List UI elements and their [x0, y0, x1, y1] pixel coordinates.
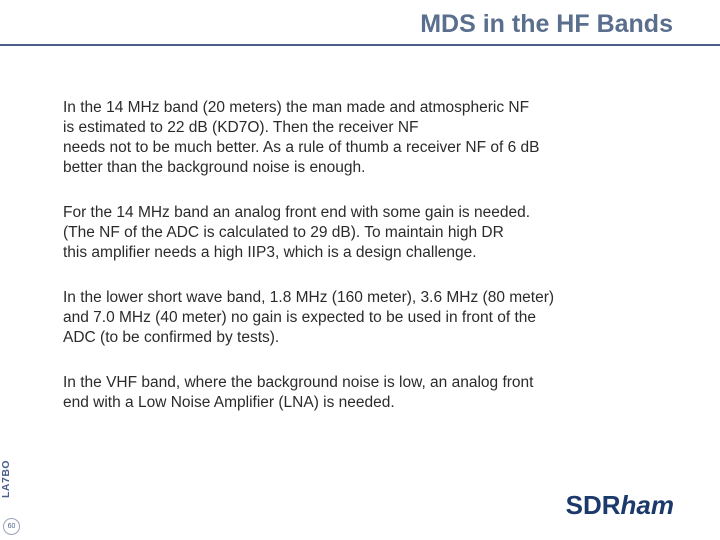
paragraph-lower-bands — [63, 288, 683, 348]
paragraph-line: this amplifier needs a high IIP3, which is a design challenge. — [63, 244, 477, 261]
paragraph-line: and 7.0 MHz (40 meter) no gain is expected to be used in front of the — [63, 309, 537, 326]
paragraph-line: For the 14 MHz band an analog front end with some gain is needed. — [63, 204, 531, 221]
slide-title: MDS in the HF Bands — [420, 10, 673, 38]
paragraph-vhf-band — [63, 373, 683, 413]
title-divider — [0, 44, 720, 46]
paragraph-line: In the 14 MHz band (20 meters) the man made and atmospheric NF — [63, 99, 530, 116]
paragraph-line: end with a Low Noise Amplifier (LNA) is needed. — [63, 394, 395, 411]
brand-logo — [566, 490, 674, 521]
paragraph-line: In the VHF band, where the background noise is low, an analog front — [63, 374, 534, 391]
page-number-badge: 60 — [3, 518, 20, 535]
paragraph-14mhz-noise — [63, 98, 683, 178]
author-side-label: LA7BO — [0, 459, 12, 498]
paragraph-line: better than the background noise is enough. — [63, 159, 366, 176]
brand-logo-italic: ham — [620, 490, 674, 520]
paragraph-line: ADC (to be confirmed by tests). — [63, 329, 280, 346]
slide-body — [63, 98, 683, 438]
paragraph-line: (The NF of the ADC is calculated to 29 dB). To maintain high DR — [63, 224, 504, 241]
brand-logo-main: SDR — [565, 490, 621, 520]
paragraph-14mhz-front-end — [63, 203, 683, 263]
paragraph-line: In the lower short wave band, 1.8 MHz (160 meter), 3.6 MHz (80 meter) — [63, 289, 555, 306]
paragraph-line: is estimated to 22 dB (KD7O). Then the receiver NF — [63, 119, 419, 136]
paragraph-line: needs not to be much better. As a rule of thumb a receiver NF of 6 dB — [63, 139, 540, 156]
